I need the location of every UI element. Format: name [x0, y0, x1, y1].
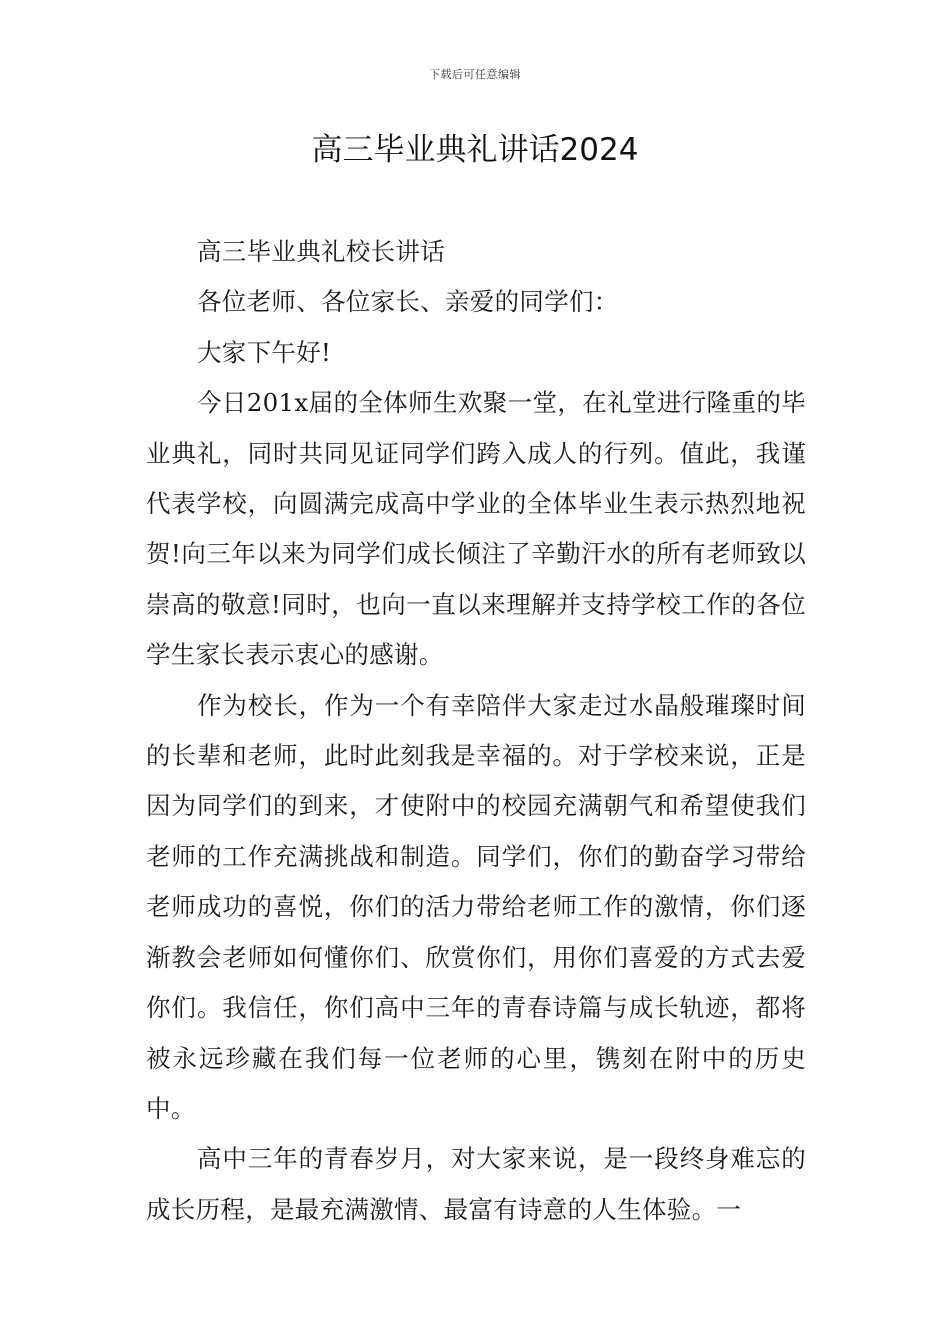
paragraph-salutation: 各位老师、各位家长、亲爱的同学们：: [197, 287, 619, 317]
paragraph-greeting: 大家下午好!: [197, 337, 332, 367]
header-note: 下载后可任意编辑: [429, 68, 521, 81]
paragraph: 高中三年的青春岁月，对大家来说，是一段终身难忘的成长历程，是最充满激情、最富有诗意的人生体验。一: [146, 1144, 806, 1224]
paragraph: 今日201x届的全体师生欢聚一堂，在礼堂进行隆重的毕业典礼，同时共同见证同学们跨入成人的行列。值此，我谨代表学校，向圆满完成高中学业的全体毕业生表示热烈地祝贺!向三年以来为同学们成长倾注了辛勤汗水的所有老师致以崇高的敬意!同时，也向一直以来理解并支持学校工作的各位学生家长表示衷心的感谢。: [146, 388, 806, 670]
document-body: [146, 227, 806, 1235]
paragraph-subtitle: 高三毕业典礼校长讲话: [197, 237, 445, 266]
document-title: 高三毕业典礼讲话2024: [311, 132, 639, 168]
paragraph: 作为校长，作为一个有幸陪伴大家走过水晶般璀璨时间的长辈和老师，此时此刻我是幸福的。对于学校来说，正是因为同学们的到来，才使附中的校园充满朝气和希望使我们老师的工作充满挑战和制造。同学们，你们的勤奋学习带给老师成功的喜悦，你们的活力带给老师工作的激情，你们逐渐教会老师如何懂你们、欣赏你们，用你们喜爱的方式去爱你们。我信任，你们高中三年的青春诗篇与成长轨迹，都将被永远珍藏在我们每一位老师的心里，镌刻在附中的历史中。: [146, 690, 806, 1123]
